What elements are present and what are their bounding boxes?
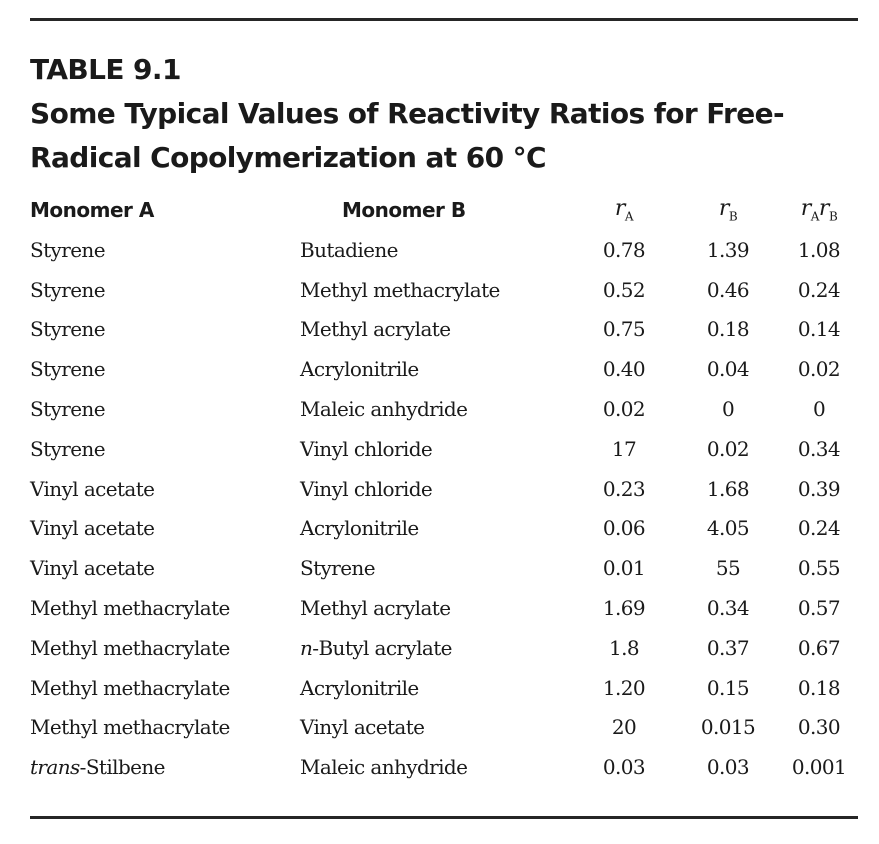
- table-title-line-1: Some Typical Values of Reactivity Ratios for Free-: [30, 97, 785, 130]
- cell-ra: 0.40: [602, 357, 646, 382]
- cell-monomer-b: Methyl acrylate: [300, 317, 451, 342]
- cell-rarb: 0.34: [797, 436, 841, 461]
- table-row: [30, 628, 860, 668]
- table-row: [30, 349, 860, 389]
- table-row: [30, 230, 860, 270]
- cell-ra: 0.78: [602, 237, 646, 262]
- table-row: [30, 668, 860, 708]
- cell-rb: 0.34: [706, 596, 750, 621]
- cell-rarb: 0.02: [797, 357, 841, 382]
- table-label: TABLE 9.1: [30, 53, 181, 86]
- cell-ra: 17: [611, 436, 637, 461]
- cell-rarb: 0.39: [797, 476, 841, 501]
- cell-rarb: 1.08: [797, 237, 841, 262]
- cell-rarb: 0.14: [797, 317, 841, 342]
- cell-ra: 0.23: [602, 476, 646, 501]
- cell-rb: 0.18: [706, 317, 750, 342]
- header-rarb: $r_Ar_B$: [800, 196, 838, 224]
- cell-ra: 1.69: [602, 596, 646, 621]
- cell-monomer-a: Styrene: [30, 397, 105, 422]
- cell-rb: 0.37: [706, 635, 750, 660]
- table-row: [30, 588, 860, 628]
- cell-monomer-a: Styrene: [30, 277, 105, 302]
- reactivity-ratios-table: [30, 190, 860, 787]
- cell-monomer-a: Vinyl acetate: [30, 516, 155, 541]
- cell-monomer-a: Styrene: [30, 237, 105, 262]
- cell-ra: 0.03: [602, 755, 646, 780]
- bottom-rule: [30, 816, 858, 819]
- cell-rarb: 0.24: [797, 277, 841, 302]
- table-row: [30, 708, 860, 748]
- header-row: [30, 190, 860, 230]
- header-ra: $r_A$: [614, 196, 634, 224]
- cell-monomer-a: Vinyl acetate: [30, 556, 155, 581]
- cell-monomer-a: Styrene: [30, 317, 105, 342]
- cell-ra: 20: [611, 715, 637, 740]
- cell-rb: 0.02: [706, 436, 750, 461]
- cell-monomer-a: Vinyl acetate: [30, 476, 155, 501]
- header-monomer-b: Monomer B: [342, 198, 466, 222]
- cell-monomer-b: Acrylonitrile: [300, 516, 419, 541]
- cell-rarb: 0.001: [791, 755, 847, 780]
- cell-ra: 0.75: [602, 317, 646, 342]
- cell-monomer-b: Butadiene: [300, 237, 398, 262]
- table-row: [30, 469, 860, 509]
- table-row: [30, 310, 860, 350]
- cell-monomer-a: Methyl methacrylate: [30, 715, 230, 740]
- cell-monomer-b: Methyl methacrylate: [300, 277, 500, 302]
- cell-rarb: 0.55: [797, 556, 841, 581]
- cell-rarb: 0.57: [797, 596, 841, 621]
- cell-monomer-b: Vinyl acetate: [300, 715, 425, 740]
- table-title-line-2: Radical Copolymerization at 60 °C: [30, 141, 547, 174]
- cell-ra: 0.01: [602, 556, 646, 581]
- table-caption: [30, 48, 850, 180]
- cell-rarb: 0: [812, 397, 826, 422]
- cell-ra: 0.52: [602, 277, 646, 302]
- cell-rarb: 0.30: [797, 715, 841, 740]
- cell-monomer-b: Acrylonitrile: [300, 675, 419, 700]
- cell-rb: 1.39: [706, 237, 750, 262]
- cell-rb: 0.46: [706, 277, 750, 302]
- header-rb: $r_B$: [718, 196, 738, 224]
- cell-rarb: 0.67: [797, 635, 841, 660]
- cell-monomer-a: trans-Stilbene: [30, 755, 165, 780]
- cell-monomer-a: Methyl methacrylate: [30, 596, 230, 621]
- table-row: [30, 429, 860, 469]
- cell-rb: 0.15: [706, 675, 750, 700]
- cell-rb: 0.03: [706, 755, 750, 780]
- table-row: [30, 389, 860, 429]
- cell-monomer-b: Maleic anhydride: [300, 755, 468, 780]
- cell-monomer-b: Maleic anhydride: [300, 397, 468, 422]
- cell-ra: 0.02: [602, 397, 646, 422]
- cell-rarb: 0.18: [797, 675, 841, 700]
- header-monomer-a: Monomer A: [30, 198, 154, 222]
- table-row: [30, 270, 860, 310]
- cell-rb: 1.68: [706, 476, 750, 501]
- cell-monomer-a: Methyl methacrylate: [30, 635, 230, 660]
- cell-monomer-a: Methyl methacrylate: [30, 675, 230, 700]
- cell-monomer-b: n-Butyl acrylate: [300, 635, 452, 660]
- cell-monomer-a: Styrene: [30, 357, 105, 382]
- cell-ra: 0.06: [602, 516, 646, 541]
- cell-monomer-b: Styrene: [300, 556, 375, 581]
- top-rule: [30, 18, 858, 21]
- cell-monomer-b: Vinyl chloride: [300, 436, 433, 461]
- cell-ra: 1.8: [608, 635, 639, 660]
- cell-rarb: 0.24: [797, 516, 841, 541]
- table-row: [30, 747, 860, 787]
- cell-rb: 0.04: [706, 357, 750, 382]
- cell-rb: 0.015: [700, 715, 756, 740]
- table-row: [30, 509, 860, 549]
- cell-monomer-b: Acrylonitrile: [300, 357, 419, 382]
- cell-ra: 1.20: [602, 675, 646, 700]
- cell-rb: 55: [715, 556, 741, 581]
- cell-rb: 0: [721, 397, 735, 422]
- cell-monomer-b: Methyl acrylate: [300, 596, 451, 621]
- cell-monomer-a: Styrene: [30, 436, 105, 461]
- cell-rb: 4.05: [706, 516, 750, 541]
- table-row: [30, 548, 860, 588]
- cell-monomer-b: Vinyl chloride: [300, 476, 433, 501]
